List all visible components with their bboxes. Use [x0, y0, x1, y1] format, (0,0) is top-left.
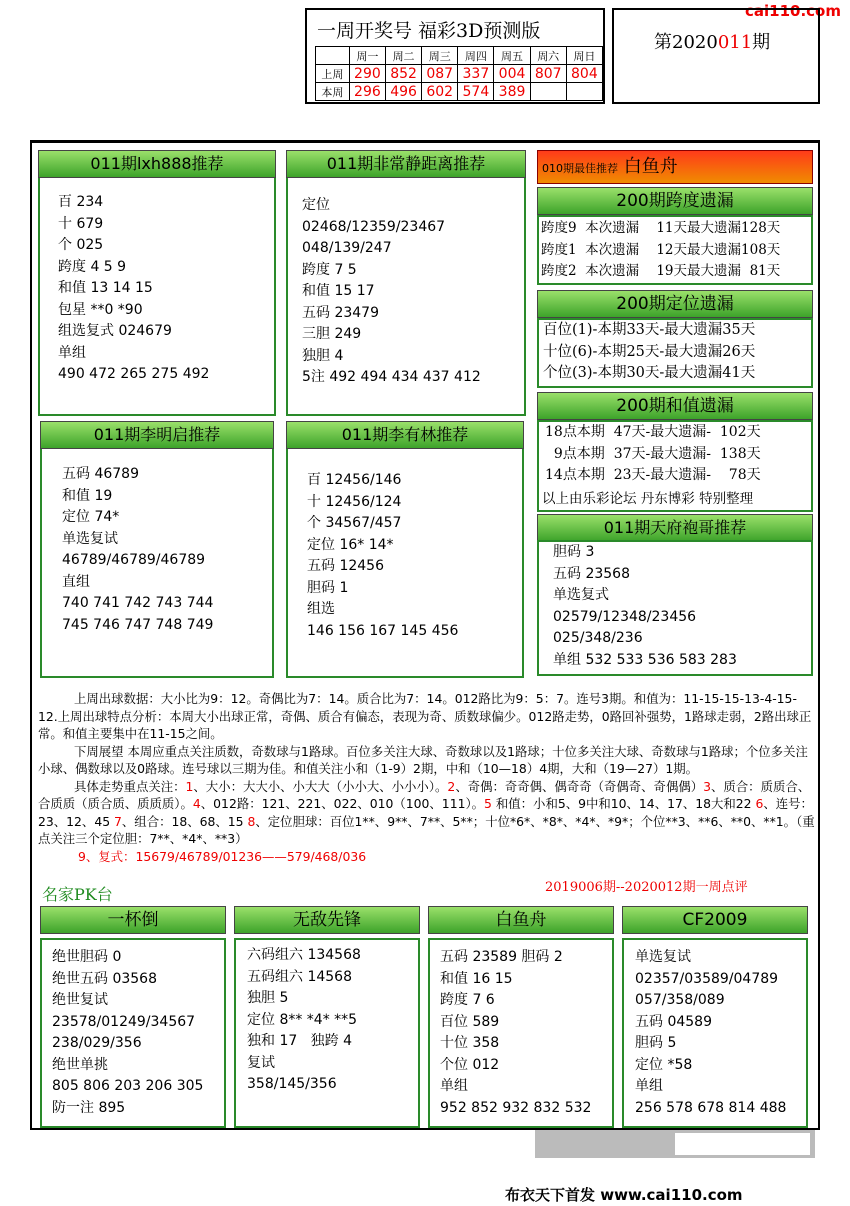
text-line: 057/358/089	[635, 992, 725, 1008]
text-line: 和值 13 14 15	[58, 280, 153, 296]
text-line: 百 234	[58, 194, 104, 210]
text-line: 十位 358	[440, 1035, 500, 1051]
panel-title: 011期lxh888推荐	[38, 150, 276, 178]
draw-number: 804	[566, 65, 602, 83]
weekly-draw-table	[315, 46, 603, 101]
text-line: 十 679	[58, 215, 104, 232]
panel-title: 011期李明启推荐	[40, 421, 274, 449]
text-line: 单组	[58, 344, 86, 361]
draw-number: 290	[349, 65, 385, 83]
draw-number: 004	[494, 65, 530, 83]
sum-miss-lines	[545, 422, 761, 487]
text-line: 独胆 4	[302, 347, 344, 364]
pk-lines	[52, 947, 203, 1119]
text-line: 048/139/247	[302, 240, 392, 256]
text-line: 五码 04589	[635, 1013, 712, 1030]
text-line: 单选复式	[553, 587, 609, 603]
text-line: 256 578 678 814 488	[635, 1099, 787, 1116]
footer-blank-field	[675, 1133, 810, 1155]
text-line: 个位 012	[440, 1056, 500, 1073]
text-line: 14点本期 23天-最大遗漏- 78天	[545, 467, 761, 483]
draw-number: 807	[530, 65, 566, 83]
text-line: 胆码 1	[307, 579, 349, 596]
text-line: 五码 46789	[62, 466, 139, 482]
text-line: 定位 16* 14*	[307, 536, 394, 553]
panel-title: 200期定位遗漏	[537, 290, 813, 318]
text-line: 百位(1)-本期33天-最大遗漏35天	[543, 322, 756, 338]
draw-number: 852	[385, 65, 421, 83]
span-miss-lines	[541, 218, 780, 283]
pk-lines	[247, 945, 361, 1096]
text-line: 五码 12456	[307, 558, 384, 574]
pk-title: CF2009	[622, 906, 808, 934]
draw-number: 337	[458, 65, 494, 83]
text-line: 绝世复试	[52, 992, 108, 1008]
text-line: 358/145/356	[247, 1076, 337, 1092]
panel-title: 011期非常静距离推荐	[286, 150, 526, 178]
text-line: 组选	[307, 601, 335, 617]
header-title: 一周开奖号 福彩3D预测版	[317, 20, 541, 42]
text-line: 46789/46789/46789	[62, 552, 206, 568]
weekday: 周五	[494, 47, 530, 65]
text-line: 跨度 7 6	[440, 992, 495, 1008]
panel-title: 200期和值遗漏	[537, 392, 813, 420]
text-line: 包星 **0 *90	[58, 301, 143, 318]
text-line: 组选复式 024679	[58, 323, 172, 339]
pk-title: 一杯倒	[40, 906, 226, 934]
draw-number: 574	[458, 83, 494, 101]
text-line: 740 741 742 743 744	[62, 595, 214, 611]
text-line: 个 34567/457	[307, 515, 402, 531]
text-line: 025/348/236	[553, 630, 643, 646]
text-line: 和值 16 15	[440, 970, 513, 987]
text-line: 胆码 3	[553, 544, 595, 560]
weekday: 周四	[458, 47, 494, 65]
text-line: 952 852 932 832 532	[440, 1099, 592, 1116]
text-line: 胆码 5	[635, 1035, 677, 1051]
text-line: 十位(6)-本期25天-最大遗漏26天	[543, 343, 756, 360]
weekday: 周日	[566, 47, 602, 65]
text-line: 定位	[302, 197, 330, 213]
pk-lines	[440, 947, 591, 1119]
draw-number: 602	[422, 83, 458, 101]
trend-focus: 具体走势重点关注：1、大小：大大小、小大大（小小大、小小小）。2、奇偶：奇奇偶、偶奇奇（奇偶奇、奇偶偶）3、质合：质质合、合质质（质合质、质质质）。4、012路：121、221、022、010（100、111）。5 和值：小和5、9中和10、14、17、18大和22 6、连号：23、12、45 7、组合：18、68、15 8、定位胆球：百位1**、9**、7**、5**；十位*6*、*8*、*4*、*9*；个位**3、**6、**0、**1。（重点关注三个定位胆：7**、*4*、**3）	[38, 778, 815, 846]
text-line: 绝世胆码 0	[52, 949, 122, 965]
text-line: 三胆 249	[302, 326, 362, 342]
text-line: 绝世单挑	[52, 1056, 108, 1073]
text-line: 独和 17 独跨 4	[247, 1033, 352, 1049]
text-line: 五码 23568	[553, 565, 630, 582]
text-line: 和值 19	[62, 487, 113, 504]
text-line: 定位 *58	[635, 1056, 693, 1073]
text-line: 五码 23589 胆码 2	[440, 949, 563, 965]
text-line: 独胆 5	[247, 990, 289, 1006]
recommend-lines	[307, 470, 458, 642]
text-line: 直组	[62, 573, 90, 590]
text-line: 六码组六 134568	[247, 947, 361, 963]
pk-title: 白鱼舟	[428, 906, 614, 934]
source-note: 以上由乐彩论坛 丹东博彩 特别整理	[542, 491, 754, 507]
period-box	[612, 8, 820, 104]
text-line: 238/029/356	[52, 1035, 142, 1051]
text-line: 跨度1 本次遗漏 12天最大遗漏108天	[541, 241, 781, 258]
text-line: 绝世五码 03568	[52, 970, 157, 987]
text-line: 防一注 895	[52, 1099, 126, 1116]
period-number: 第2020011期	[654, 32, 771, 53]
draw-number: 389	[494, 83, 530, 101]
recommend-lines	[58, 192, 209, 386]
text-line: 02579/12348/23456	[553, 608, 697, 625]
text-line: 单选复试	[62, 530, 118, 547]
weekly-draw-header	[305, 8, 605, 104]
site-logo: cai110.com	[745, 2, 841, 20]
text-line: 490 472 265 275 492	[58, 366, 210, 382]
recommend-lines	[62, 464, 213, 636]
last-week-summary: 上周出球数据：大小比为9：12。奇偶比为7：14。质合比为7：14。012路比为9：5：7。连号3期。和值为：11-15-15-13-4-15-12.上周出球特点分析：本周大小出球正常，奇偶、质合有偏态，表现为奇、质数球偏少。012路走势，0路回补强势，1路球走弱，2路出球正常。和值主要集中在11-15之间。	[38, 691, 812, 741]
weekday: 周六	[530, 47, 566, 65]
text-line: 单组 532 533 536 583 283	[553, 651, 737, 668]
recommend-lines	[302, 195, 481, 389]
text-line: 单组	[440, 1078, 468, 1094]
weekday: 周三	[422, 47, 458, 65]
text-line: 跨度 7 5	[302, 261, 357, 278]
text-line: 23578/01249/34567	[52, 1013, 196, 1030]
draw-number: 087	[422, 65, 458, 83]
panel-title: 200期跨度遗漏	[537, 187, 813, 215]
text-line: 个 025	[58, 237, 104, 253]
text-line: 02468/12359/23467	[302, 218, 446, 235]
text-line: 跨度2 本次遗漏 19天最大遗漏 81天	[541, 263, 781, 279]
draw-number	[566, 83, 602, 101]
text-line: 5注 492 494 434 437 412	[302, 369, 481, 385]
position-miss-lines	[543, 320, 755, 385]
text-line: 805 806 203 206 305	[52, 1078, 204, 1094]
draw-number: 496	[385, 83, 421, 101]
panel-title: 011期李有林推荐	[286, 421, 524, 449]
pk-title: 无敌先锋	[234, 906, 420, 934]
row-label: 上周	[316, 65, 350, 83]
draw-number: 296	[349, 83, 385, 101]
text-line: 百 12456/146	[307, 472, 402, 488]
text-line: 五码组六 14568	[247, 968, 352, 985]
pk-section-label: 名家PK台	[42, 885, 113, 904]
weekday: 周二	[385, 47, 421, 65]
text-line: 跨度 4 5 9	[58, 258, 127, 275]
text-line: 02357/03589/04789	[635, 970, 779, 987]
text-line: 745 746 747 748 749	[62, 616, 214, 633]
text-line: 复试	[247, 1054, 275, 1071]
text-line: 9点本期 37天-最大遗漏- 138天	[545, 445, 761, 462]
text-line: 和值 15 17	[302, 283, 375, 299]
trend-analysis	[38, 690, 816, 865]
text-line: 146 156 167 145 456	[307, 622, 459, 639]
best-recommend-banner: 010期最佳推荐 白鱼舟	[537, 150, 813, 184]
compound-pick: 9、复式：15679/46789/01236——579/468/036	[78, 848, 367, 864]
next-week-outlook: 下周展望 本周应重点关注质数，奇数球与1路球。百位多关注大球、奇数球以及1路球；十位多关注大球、奇数球与1路球；个位多关注小球、偶数球以及0路球。连号球以三期为佳。和值关注小和（1-9）2期，中和（10—18）4期，大和（19—27）1期。	[38, 743, 808, 776]
text-line: 18点本期 47天-最大遗漏- 102天	[545, 424, 761, 440]
pk-lines	[635, 947, 786, 1119]
text-line: 五码 23479	[302, 304, 379, 321]
footer-source: 布衣天下首发 www.cai110.com	[505, 1186, 743, 1204]
text-line: 百位 589	[440, 1013, 500, 1030]
row-label: 本周	[316, 83, 350, 101]
weekday: 周一	[349, 47, 385, 65]
draw-number	[530, 83, 566, 101]
weekly-review-label: 2019006期--2020012期一周点评	[545, 880, 748, 895]
text-line: 个位(3)-本期30天-最大遗漏41天	[543, 365, 756, 381]
panel-title: 011期天府袍哥推荐	[537, 514, 813, 542]
text-line: 定位 8** *4* **5	[247, 1011, 358, 1028]
text-line: 十 12456/124	[307, 493, 402, 510]
text-line: 单组	[635, 1078, 663, 1094]
recommend-lines	[553, 542, 737, 671]
text-line: 单选复试	[635, 949, 691, 965]
text-line: 定位 74*	[62, 509, 120, 525]
text-line: 跨度9 本次遗漏 11天最大遗漏128天	[541, 220, 781, 236]
